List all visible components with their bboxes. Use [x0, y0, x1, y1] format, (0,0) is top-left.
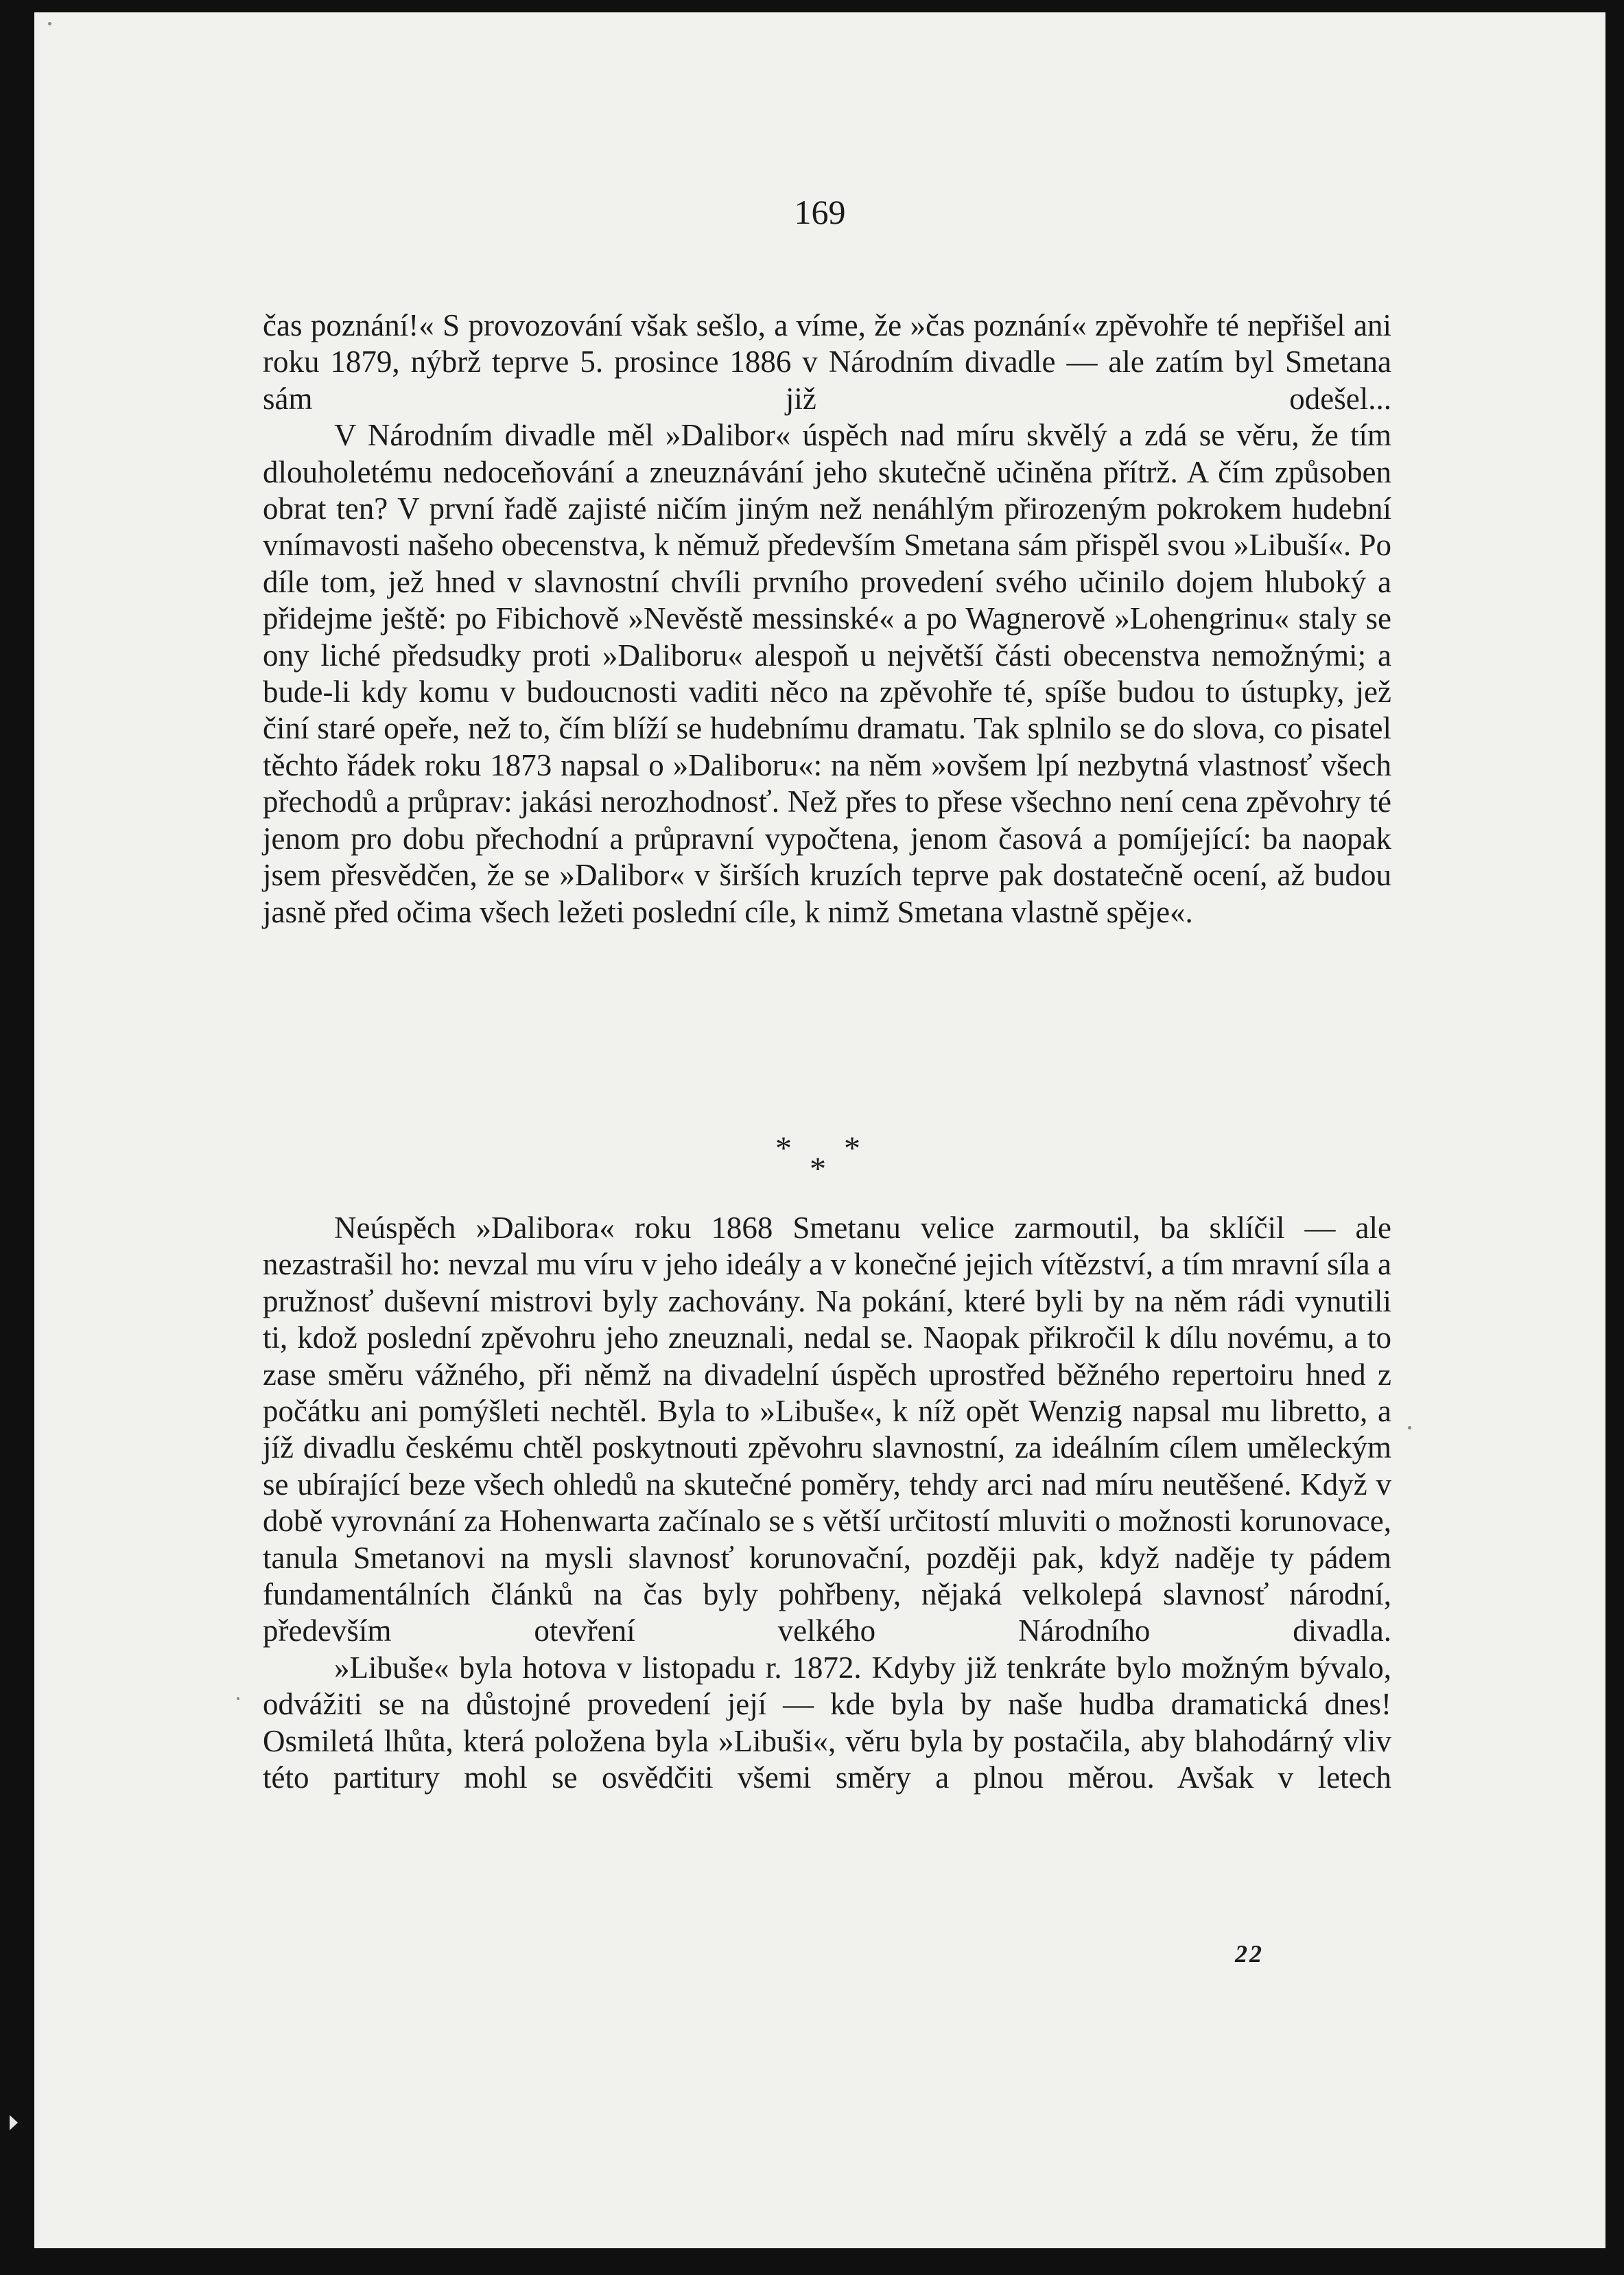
text-block-bottom	[263, 1210, 1391, 1797]
dust-speck	[1408, 1426, 1411, 1430]
paragraph: V Národním divadle měl »Dalibor« úspěch nad míru skvělý a zdá se věru, že tím dlouholetému nedoceňování a zneuznávání jeho skutečně učiněna přítrž. A čím způsoben obrat ten? V první řadě zajisté ničím jiným než nenáhlým přirozeným pokrokem hudební vnímavosti našeho obecenstva, k němuž především Smetana sám přispěl svou »Libuší«. Po díle tom, jež hned v slavnostní chvíli prvního provedení svého učinilo dojem hluboký a přidejme ještě: po Fibichově »Nevěstě messinské« a po Wagnerově »Lohengrinu« staly se ony liché předsudky proti »Daliboru« alespoň u největší části obecenstva nemožnými; a bude-li kdy komu v budoucnosti vaditi něco na zpěvohře té, spíše budou to ústupky, jež činí staré opeře, než to, čím blíží se hudebnímu dramatu. Tak splnilo se do slova, co pisatel těchto řádek roku 1873 napsal o »Daliboru«: na něm »ovšem lpí nezbytná vlastnosť všech přechodů a průprav: jakási nerozhodnosť. Než přes to přese všechno není cena zpěvohry té jenom pro dobu přechodní a průpravní vypočtena, jenom časová a pomíjející: ba naopak jsem přesvědčen, že se »Dalibor« v širších kruzích teprve pak dostatečně ocení, až budou jasně před očima všech ležeti poslední cíle, k nimž Smetana vlastně spěje«.	[263, 418, 1391, 929]
paragraph: Neúspěch »Dalibora« roku 1868 Smetanu velice zarmoutil, ba sklíčil — ale nezastrašil ho: nevzal mu víru v jeho ideály a v konečné jejich vítězství, a tím mravní síla a pružnosť duševní mistrovi byly zachovány. Na pokání, které byli by na něm rádi vynutili ti, kdož poslední zpěvohru jeho zneuznali, nedal se. Naopak přikročil k dílu novému, a to zase směru vážného, při němž na divadelní úspěch uprostřed běžného repertoiru hned z počátku ani pomýšleti nechtěl. Byla to »Libuše«, k níž opět Wenzig napsal mu libretto, a jíž divadlu českému chtěl poskytnouti zpěvohru slavnostní, za ideálním cílem uměleckým se ubírající beze všech ohledů na skutečné poměry, tehdy arci nad míru neutěšené. Když v době vyrovnání za Hohenwarta začínalo se s větší určitostí mluviti o možnosti korunovace, tanula Smetanovi na mysli slavnosť korunovační, později pak, když naděje ty pádem fundamentálních článků na čas byly pohřbeny, nějaká velkolepá slavnosť národní, především otevření velkého Národního divadla.	[263, 1211, 1391, 1648]
asterisk: *	[810, 1151, 826, 1187]
dust-speck	[237, 1697, 239, 1700]
edge-arrow-icon	[10, 2115, 18, 2130]
paragraph: čas poznání!« S provozování však sešlo, a víme, že »čas poznání« zpěvohře té nepřišel ani roku 1879, nýbrž teprve 5. prosince 1886 v Národním divadle — ale zatím byl Smetana sám již odešel...	[263, 308, 1391, 416]
page-number: 169	[794, 193, 846, 231]
text-block-top	[263, 307, 1391, 931]
signature-mark: 22	[1235, 1940, 1264, 1968]
dust-speck	[48, 22, 51, 25]
asterisk: *	[844, 1130, 860, 1167]
section-separator	[748, 1130, 885, 1191]
paragraph: »Libuše« byla hotova v listopadu r. 1872. Kdyby již tenkráte bylo možným bývalo, odvážiti se na důstojné provedení její — kde byla by naše hudba dramatická dnes! Osmiletá lhůta, která položena byla »Libuši«, věru byla by postačila, aby blahodárný vliv této partitury mohl se osvědčiti všemi směry a plnou měrou. Avšak v letech	[263, 1650, 1391, 1795]
book-page	[34, 12, 1605, 2248]
asterisk: *	[775, 1130, 792, 1167]
